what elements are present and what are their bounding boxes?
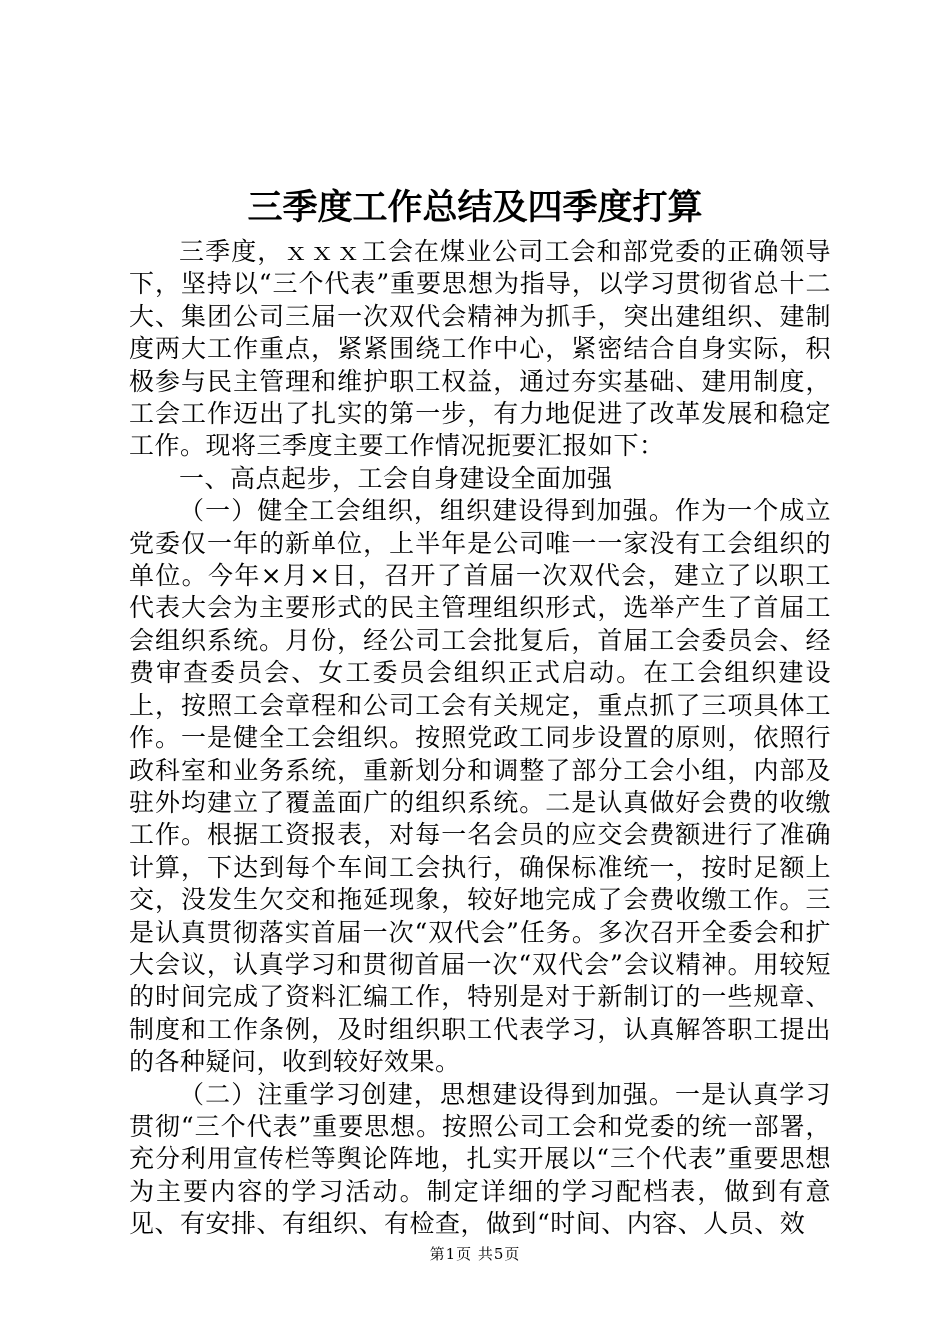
document-body [129,236,831,1241]
paragraph-section-1-1: （一）健全工会组织，组织建设得到加强。作为一个成立党委仅一年的新单位，上半年是公司唯一一家没有工会组织的单位。今年×月×日，召开了首届一次双代会，建立了以职工代表大会为主要形式的民主管理组织形式，选举产生了首届工会组织系统。月份，经公司工会批复后，首届工会委员会、经费审查委员会、女工委员会组织正式启动。在工会组织建设上，按照工会章程和公司工会有关规定，重点抓了三项具体工作。一是健全工会组织。按照党政工同步设置的原则，依照行政科室和业务系统，重新划分和调整了部分工会小组，内部及驻外均建立了覆盖面广的组织系统。二是认真做好会费的收缴工作。根据工资报表，对每一名会员的应交会费额进行了准确计算，下达到每个车间工会执行，确保标准统一，按时足额上交，没发生欠交和拖延现象，较好地完成了会费收缴工作。三是认真贯彻落实首届一次“双代会”任务。多次召开全委会和扩大会议，认真学习和贯彻首届一次“双代会”会议精神。用较短的时间完成了资料汇编工作，特别是对于新制订的一些规章、制度和工作条例，及时组织职工代表学习，认真解答职工提出的各种疑问，收到较好效果。 [129,496,831,1077]
paragraph-intro: 三季度，ｘｘｘ工会在煤业公司工会和部党委的正确领导下，坚持以“三个代表”重要思想为指导，以学习贯彻省总十二大、集团公司三届一次双代会精神为抓手，突出建组织、建制度两大工作重点，紧紧围绕工作中心，紧密结合自身实际，积极参与民主管理和维护职工权益，通过夯实基础、建用制度，工会工作迈出了扎实的第一步，有力地促进了改革发展和稳定工作。现将三季度主要工作情况扼要汇报如下： [129,237,831,461]
paragraph-section-1-2: （二）注重学习创建，思想建设得到加强。一是认真学习贯彻“三个代表”重要思想。按照公司工会和党委的统一部署，充分利用宣传栏等舆论阵地，扎实开展以“三个代表”重要思想为主要内容的学习活动。制定详细的学习配档表，做到有意见、有安排、有组织、有检查，做到“时间、内容、人员、效 [129,1079,831,1239]
page-number-footer: 第1页 共5页 [429,1245,521,1263]
section-heading-1: 一、高点起步，工会自身建设全面加强 [179,463,613,493]
document-title: 三季度工作总结及四季度打算 [247,187,703,228]
